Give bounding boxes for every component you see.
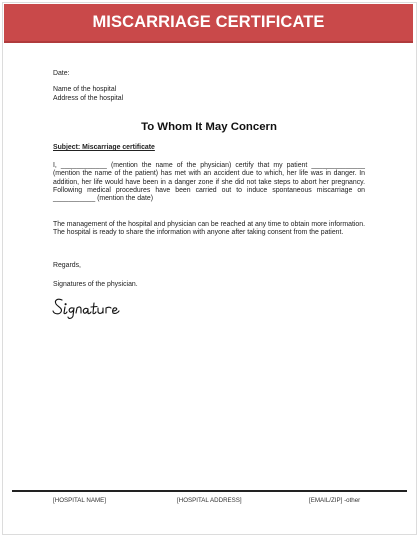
footer-divider [12,490,407,492]
body-paragraph-2: The management of the hospital and physician can be reached at any time to obtain more information. The hospital is ready to share the information with anyone after taking consent from the patient. [53,221,365,237]
footer-email-zip: [EMAIL/ZIP] -other [309,497,361,504]
hospital-address-line: Address of the hospital [53,94,124,102]
signatures-label: Signatures of the physician. [53,281,138,288]
header-band [4,4,413,43]
date-label: Date: [53,70,70,77]
footer-hospital-name: [HOSPITAL NAME] [53,497,106,504]
handwritten-signature [51,296,133,320]
subject-line: Subject: Miscarriage certificate [53,144,155,151]
footer-hospital-address: [HOSPITAL ADDRESS] [177,497,242,504]
certificate-title: MISCARRIAGE CERTIFICATE [92,12,325,31]
letter-headline: To Whom It May Concern [141,121,277,133]
hospital-name-line: Name of the hospital [53,86,117,94]
regards-line: Regards, [53,262,81,269]
letter-address-block [53,70,365,103]
body-paragraph-1: I, ____________ (mention the name of the physician) certify that my patient ______________ (mention the name of the patient) has met with an accident due to which, her life was in danger. In addition, her life would have been in a danger zone if she did not take steps to abort her pregnancy. Following medical procedures have been carried out to induce spontaneous miscarriage on ___________ (mention the date) [53,162,365,203]
